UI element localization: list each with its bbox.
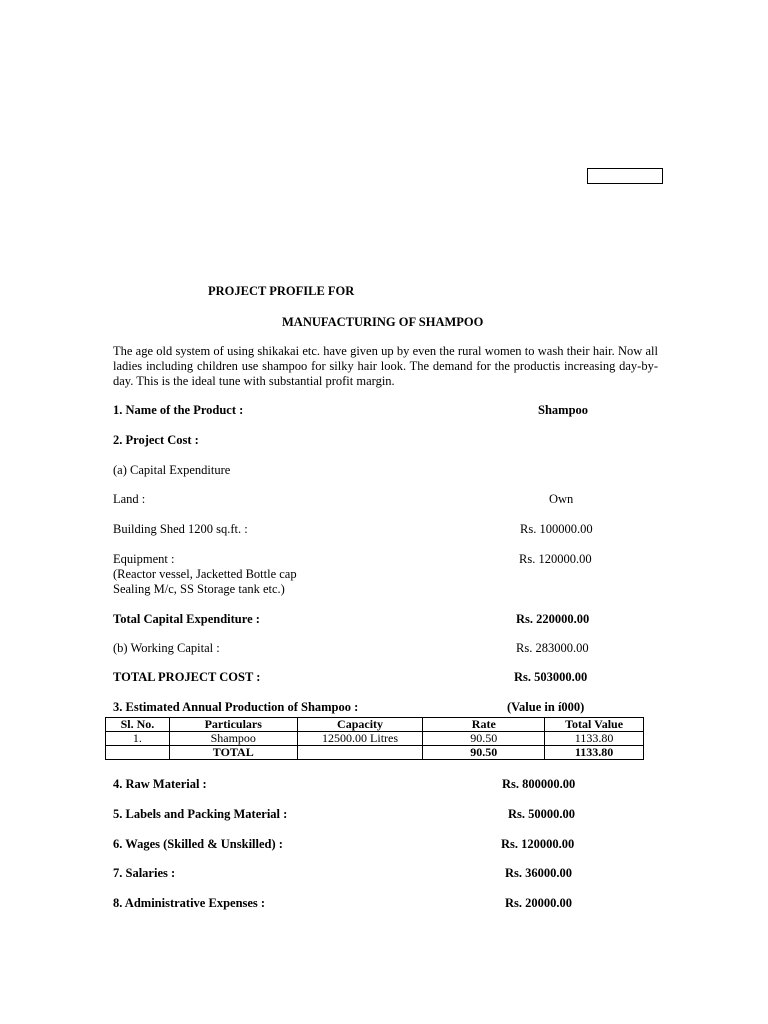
product-value: Shampoo (538, 403, 589, 417)
total-capex-value: Rs. 220000.00 (516, 612, 590, 626)
land-label: Land : (113, 492, 146, 506)
total-cell-sl-no (106, 746, 170, 760)
land-value: Own (549, 492, 574, 506)
wages-label: 6. Wages (Skilled & Unskilled) : (113, 837, 283, 851)
table-row (106, 732, 644, 746)
cell-rate: 90.50 (423, 732, 545, 746)
total-capex-label: Total Capital Expenditure : (113, 612, 260, 626)
labels-label: 5. Labels and Packing Material : (113, 807, 288, 821)
raw-material-label: 4. Raw Material : (113, 777, 207, 791)
equipment-label: Equipment : (113, 552, 175, 566)
production-label: 3. Estimated Annual Production of Shampoo : (113, 700, 359, 714)
total-cell-label: TOTAL (169, 746, 297, 760)
title-line-2: MANUFACTURING OF SHAMPOO (282, 315, 484, 329)
equipment-detail-2: Sealing M/c, SS Storage tank etc.) (113, 582, 285, 596)
table-header-row (106, 718, 644, 732)
wages-value: Rs. 120000.00 (501, 837, 575, 851)
working-capital-value: Rs. 283000.00 (516, 641, 589, 655)
table-total-row (106, 746, 644, 760)
cell-total-value: 1133.80 (545, 732, 644, 746)
header-capacity: Capacity (297, 718, 423, 732)
admin-label: 8. Administrative Expenses : (113, 896, 266, 910)
title-line-1: PROJECT PROFILE FOR (208, 284, 355, 298)
salaries-label: 7. Salaries : (113, 866, 176, 880)
product-label: 1. Name of the Product : (113, 403, 244, 417)
raw-material-value: Rs. 800000.00 (502, 777, 576, 791)
header-sl-no: Sl. No. (106, 718, 170, 732)
header-total-value: Total Value (545, 718, 644, 732)
total-cell-capacity (297, 746, 423, 760)
admin-value: Rs. 20000.00 (505, 896, 573, 910)
building-label: Building Shed 1200 sq.ft. : (113, 522, 248, 536)
total-project-value: Rs. 503000.00 (514, 670, 588, 684)
equipment-row (113, 552, 658, 597)
working-capital-label: (b) Working Capital : (113, 641, 220, 655)
header-particulars: Particulars (169, 718, 297, 732)
capex-label: (a) Capital Expenditure (113, 463, 231, 477)
reference-box (587, 168, 663, 184)
header-rate: Rate (423, 718, 545, 732)
cell-particulars: Shampoo (169, 732, 297, 746)
cell-capacity: 12500.00 Litres (297, 732, 423, 746)
project-cost-label: 2. Project Cost : (113, 433, 199, 447)
equipment-detail-1: (Reactor vessel, Jacketted Bottle cap (113, 567, 297, 581)
equipment-value: Rs. 120000.00 (519, 552, 592, 566)
salaries-value: Rs. 36000.00 (505, 866, 573, 880)
production-unit: (Value in í000) (507, 700, 585, 714)
cell-sl-no: 1. (106, 732, 170, 746)
labels-value: Rs. 50000.00 (508, 807, 576, 821)
production-table (105, 717, 644, 760)
total-project-label: TOTAL PROJECT COST : (113, 670, 261, 684)
total-cell-rate: 90.50 (423, 746, 545, 760)
intro-paragraph: The age old system of using shikakai etc. have given up by even the rural women to wash their hair. Now all ladies including children use shampoo for silky hair look. The demand for the productis increasing day-by-day. This is the ideal tune with substantial profit margin. (113, 344, 658, 388)
total-cell-value: 1133.80 (545, 746, 644, 760)
building-value: Rs. 100000.00 (520, 522, 593, 536)
